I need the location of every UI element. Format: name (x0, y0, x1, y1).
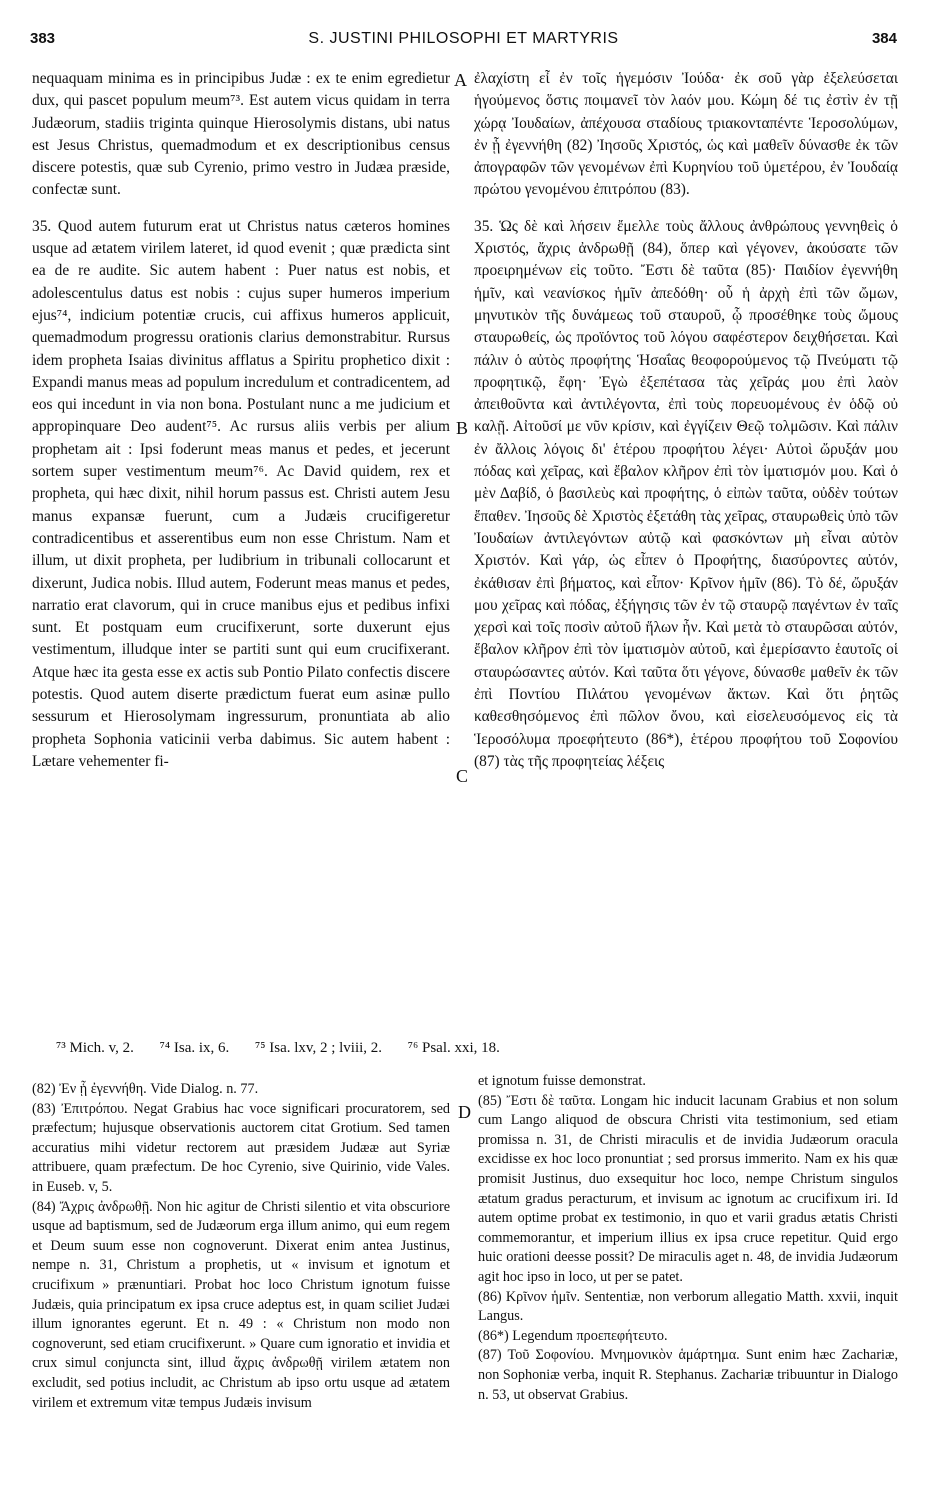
note: (87) Τοῦ Σοφονίου. Μνημονικὸν ἁμάρτημα. Sunt enim hæc Zachariæ, non Sophoniæ verba, inquit R. Stephanus. Zachariæ tribuuntur in Dialogo n. 53, ut observat Grabius. (478, 1347, 898, 1403)
left-page-number: 383 (30, 30, 56, 47)
latin-column (32, 68, 450, 773)
note: (84) Ἄχρις ἀνδρωθῇ. Non hic agitur de Christi silentio et vita obscuriore usque ad baptismum, sed de Judæorum erga illum animo, qui eum regem et Deum suum esse non cognoverunt. Dixerat enim antea Justinus, nempe n. 31, Christum a prophetis, ut « invisum et ignotum et crucifixum » prænuntiari. Probat hoc loco Christum ignotum fuisse Judæis, quia principatum ex ipsa cruce adeptus est, in quam sciliet Judæi illum ignorantes egerunt. Et n. 49 : « Christum non modo non cognoverunt, sed etiam crucifixerunt. » Quare cum ignoratio et invidia et crux simul conjuncta sint, illud ἄχρις ἀνδρωθῇ virilem ætatem non excludit, sed potius includit, ac Christum ab ipso ortu usque ad ætatem virilem et extremum vitæ tempus Judæis invisum (32, 1198, 450, 1411)
margin-letter-c: C (456, 766, 469, 786)
greek-paragraph-2: 35. Ὡς δὲ καὶ λήσειν ἔμελλε τοὺς ἄλλους ἀνθρώπους γεννηθεὶς ὁ Χριστός, ἄχρις ἀνδρωθῇ (84), ὅπερ καὶ γέγονεν, ἀκούσατε τῶν προειρημένων εἰς τοῦτο. Ἔστι δὲ ταῦτα (85)· Παιδίον ἐγεννήθη ἡμῖν, καὶ νεανίσκος ἡμῖν ἀπεδόθη· οὗ ἡ ἀρχὴ ἐπὶ τῶν ὤμων, μηνυτικὸν τῆς δυνάμεως τοῦ σταυροῦ, ᾧ προσέθηκε τοὺς ὤμους σταυρωθείς, ὡς προϊόντος τοῦ λόγου σαφέστερον δειχθήσεται. Καὶ πάλιν ὁ αὐτὸς προφήτης Ἡσαΐας θεοφορούμενος τῷ Πνεύματι τῷ προφητικῷ, ἔφη· Ἐγὼ ἐξεπέτασα τὰς χεῖράς μου ἐπὶ λαὸν ἀπειθοῦντα καὶ ἀντιλέγοντα, ἐπὶ τοὺς πορευομένους ἐν ὁδῷ οὐ καλῇ. Αἰτοῦσί με νῦν κρίσιν, καὶ ἐγγίζειν Θεῷ τολμῶσιν. Καὶ πάλιν ἐν ἄλλοις λόγοις δι' ἑτέρου προφήτου λέγει· Αὐτοὶ ὤρυξάν μου πόδας καὶ χεῖρας, καὶ ἔβαλον κλῆρον ἐπὶ τὸν ἱματισμόν μου. Καὶ ὁ μὲν Δαβίδ, ὁ βασιλεὺς καὶ προφήτης, ὁ εἰπὼν ταῦτα, οὐδὲν τούτων ἔπαθεν. Ἰησοῦς δὲ Χριστὸς ἐξετάθη τὰς χεῖρας, σταυρωθεὶς ὑπὸ τῶν Ἰουδαίων ἀντιλεγόντων αὐτῷ καὶ φασκόντων μὴ εἶναι αὐτὸν Χριστόν. Καὶ γάρ, ὡς εἶπεν ὁ Προφήτης, διασύροντες αὐτόν, ἐκάθισαν ἐπὶ βήματος, καὶ εἶπον· Κρῖνον ἡμῖν (86). Τὸ δέ, ὤρυξάν μου χεῖρας καὶ πόδας, ἐξήγησις τῶν ἐν τῷ σταυρῷ παγέντων ἐν ταῖς χερσὶ καὶ τοῖς ποσὶν αὐτοῦ ἥλων ἦν. Καὶ μετὰ τὸ σταυρῶσαι αὐτόν, ἔβαλον κλῆρον ἐπὶ τὸν ἱματισμὸν αὐτοῦ, καὶ ἐμερίσαντο ἑαυτοῖς οἱ σταυρώσαντες αὐτόν. Καὶ ταῦτα ὅτι γέγονε, δύνασθε μαθεῖν ἐκ τῶν ἐπὶ Ποντίου Πιλάτου γενομένων ἄκτων. Καὶ ὅτι ῥητῶς καθεσθησόμενος ἐπὶ πῶλον ὄνου, καὶ εἰσελευσόμενος εἰς τὰ Ἱεροσόλυμα προεφήτευτο (86*), ἑτέρου προφήτου τοῦ Σοφονίου (87) τὰς τῆς προφητείας λέξεις (474, 217, 898, 770)
latin-paragraph-1: nequaquam minima es in principibus Judæ : ex te enim egredietur dux, qui pascet populum meum⁷³. Est autem vicus quidam in terra Judæorum, stadiis triginta quinque Hierosolymis distans, ubi natus est Jesus Christus, quemadmodum et ex descriptionibus census discere potestis, quæ sub Cyrenio, primo vestro in Judæa præside, confectæ sunt. (32, 70, 450, 199)
scripture-ref: ⁷⁵ Isa. lxv, 2 ; lviii, 2. (255, 1040, 383, 1056)
note: (86) Κρῖνον ἡμῖν. Sententiæ, non verborum allegatio Matth. xxvii, inquit Langus. (478, 1288, 898, 1325)
margin-letter-d: D (458, 1102, 471, 1122)
note: (82) Ἐν ᾗ ἐγεννήθη. Vide Dialog. n. 77. (32, 1081, 259, 1097)
greek-column (474, 68, 898, 773)
latin-paragraph-2: 35. Quod autem futurum erat ut Christus natus cæteros homines usque ad ætatem virilem lateret, id quod evenit ; quæ prædicta sint ea de re audite. Sic autem habent : Puer natus est nobis, et adolescentulus datus est nobis : cujus super humeros imperium ejus⁷⁴, indicium potentiæ crucis, cui affixus humeros applicuit, quemadmodum progressu orationis clarius demonstrabitur. Rursus idem propheta Isaias divinitus afflatus a Spiritu prophetico dixit : Expandi manus meas ad populum incredulum et contradicentem, ad eos qui incedunt in via non bona. Postulant nunc a me judicium et appropinquare Deo audent⁷⁵. Ac rursus aliis verbis per alium prophetam ait : Ipsi foderunt meas manus et pedes, et jecerunt sortem super vestimentum meum⁷⁶. Ac David quidem, rex et propheta, qui hæc dixit, nihil horum passus est. Christi autem Jesu manus expansæ fuerunt, cum a Judæis crucifigeretur contradicentibus et asserentibus eum non esse Christum. Nam et illum, ut dixit propheta, per ludibrium in tribunali collocarunt et dixerunt, Judica nobis. Illud autem, Foderunt meas manus et pedes, narratio erat clavorum, qui in cruce manibus ejus et pedibus infixi sunt. Et postquam eum crucifixerunt, sorte duxerunt ejus vestimentum, illudque inter se partiti sunt qui eum crucifixerant. Atque hæc ita gesta esse ex actis sub Pontio Pilato confectis discere potestis. Quod autem diserte prædictum fuerat eum asinæ pullo sessurum et Hierosolymam ingressurum, pronuntiata ab alio propheta Sophonia vaticinii verba dabimus. Sic autem habent : Lætare vehementer fi- (32, 217, 450, 770)
greek-paragraph-1: ἐλαχίστη εἶ ἐν τοῖς ἡγεμόσιν Ἰούδα· ἐκ σοῦ γὰρ ἐξελεύσεται ἡγούμενος ὅστις ποιμανεῖ τὸν λαόν μου. Κώμη δέ τις ἐστὶν ἐν τῇ χώρᾳ Ἰουδαίων, ἀπέχουσα σταδίους τριακονταπέντε Ἱεροσολύμων, ἐν ᾗ ἐγεννήθη (82) Ἰησοῦς Χριστός, ὡς καὶ μαθεῖν δύνασθε ἐκ τῶν ἀπογραφῶν τῶν γενομένων ἐπὶ Κυρηνίου τοῦ ὑμετέρου, ἐν Ἰουδαίᾳ πρώτου γενομένου ἐπιτρόπου (83). (474, 70, 898, 199)
scripture-ref: ⁷³ Mich. v, 2. (56, 1040, 134, 1056)
note: et ignotum fuisse demonstrat. (478, 1073, 646, 1089)
note: (86*) Legendum προεπεφήτευτο. (478, 1327, 668, 1344)
running-title: S. JUSTINI PHILOSOPHI ET MARTYRIS (308, 30, 619, 47)
scripture-ref: ⁷⁴ Isa. ix, 6. (159, 1040, 230, 1056)
notes-left-column (32, 1080, 450, 1413)
scripture-references (56, 1040, 856, 1057)
margin-letter-b: B (456, 418, 469, 438)
margin-letter-a: A (454, 70, 467, 90)
note: (83) Ἐπιτρόπου. Negat Grabius hac voce significari procuratorem, sed præfectum; hujusque observationis auctorem citat Grotium. Sed tamen accuratius mihi videtur rectorem aut præsidem Judææ aut Syriæ attribuere, quam præfectum. De hoc Cyrenio, sive Quirinio, vide Vales. in Euseb. v, 5. (32, 1100, 450, 1195)
right-page-number: 384 (871, 30, 897, 47)
notes-right-column (478, 1072, 898, 1405)
note: (85) Ἔστι δὲ ταῦτα. Longam hic inducit lacunam Grabius et non solum cum Lango aliquod de obscura Christi vita testimonium, sed etiam promissa n. 31, de Christi miraculis et de invidia Judæorum oracula excidisse ex hoc loco pronuntiat ; sed prorsus immerito. Nam ex his quæ promisit Justinus, duo exsequitur hoc loco, nempe Christum singulos ætatum gradus peracturum, et invisum ac ignotum ac crucifixum iri. Id autem optime probat ex testimonio, in quo et varii gradus ætatis Christi commemorantur, et imperium illius ex ipsa cruce repetitur. Quid ergo huic orationi deesse possit? De miraculis aget n. 48, de invidia Judæorum agit hoc ipso in loco, ut per se patet. (478, 1092, 898, 1285)
scripture-ref: ⁷⁶ Psal. xxi, 18. (407, 1040, 500, 1056)
running-header (30, 30, 897, 56)
